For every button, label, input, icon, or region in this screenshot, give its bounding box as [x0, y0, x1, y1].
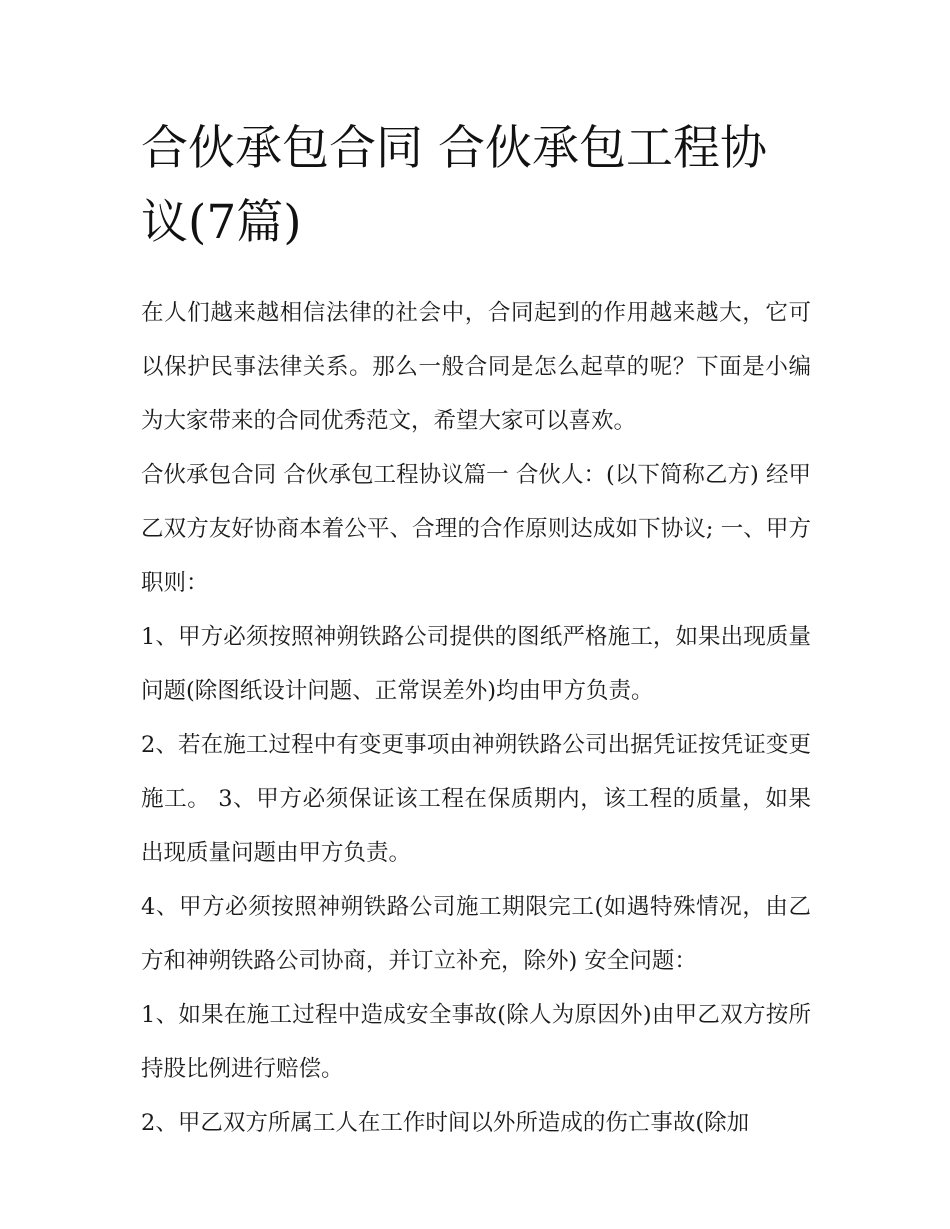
- paragraph-safety-1: 1、如果在施工过程中造成安全事故(除人为原因外)由甲乙双方按所持股比例进行赔偿。: [141, 1002, 811, 1082]
- paragraph-clause-4: 4、甲方必须按照神朔铁路公司施工期限完工(如遇特殊情况，由乙方和神朔铁路公司协商，并订立补充，除外) 安全问题：: [141, 894, 811, 974]
- paragraph-clause-2-3: 2、若在施工过程中有变更事项由神朔铁路公司出据凭证按凭证变更施工。 3、甲方必须保证该工程在保质期内，该工程的质量，如果出现质量问题由甲方负责。: [141, 732, 811, 866]
- paragraph-agreement-intro: 合伙承包合同 合伙承包工程协议篇一 合伙人：(以下简称乙方) 经甲乙双方友好协商本着公平、合理的合作原则达成如下协议; 一、甲方职则：: [141, 462, 811, 596]
- paragraph-clause-1: 1、甲方必须按照神朔铁路公司提供的图纸严格施工，如果出现质量问题(除图纸设计问题、正常误差外)均由甲方负责。: [141, 624, 811, 704]
- document-body: [141, 112, 811, 1150]
- document-title: 合伙承包合同 合伙承包工程协议(7篇): [141, 121, 767, 250]
- paragraph-intro: 在人们越来越相信法律的社会中，合同起到的作用越来越大，它可以保护民事法律关系。那么一般合同是怎么起草的呢？下面是小编为大家带来的合同优秀范文，希望大家可以喜欢。: [141, 300, 811, 434]
- paragraph-safety-2: 2、甲乙双方所属工人在工作时间以外所造成的伤亡事故(除加: [141, 1110, 750, 1136]
